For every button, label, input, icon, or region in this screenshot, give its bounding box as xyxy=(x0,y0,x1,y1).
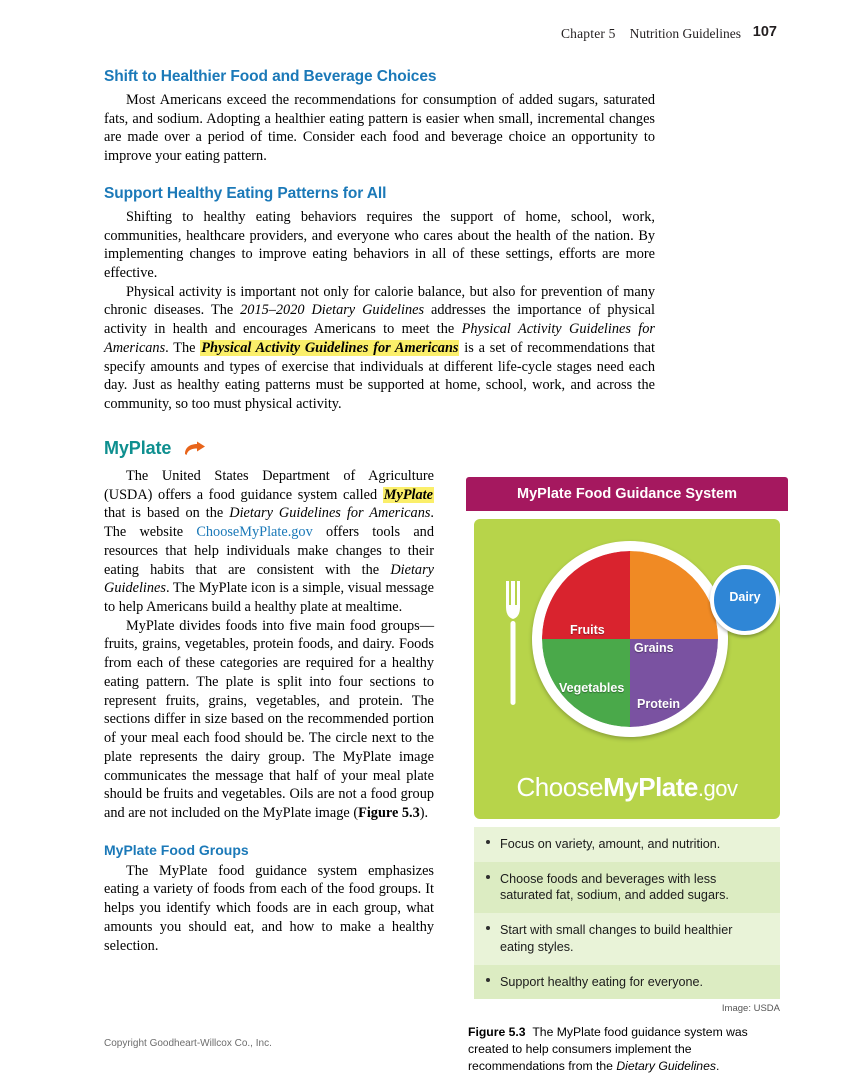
heading-myplate-food-groups: MyPlate Food Groups xyxy=(104,841,249,858)
heading-myplate-text: MyPlate xyxy=(104,438,172,458)
running-head-title: Nutrition Guidelines xyxy=(629,26,741,41)
pa-text-a: Physical activity is important not only for calorie balance, but also for prevention of many chronic diseases. The xyxy=(104,283,655,319)
pa-italic-1: 2015–2020 Dietary Guidelines xyxy=(240,302,425,319)
bullet-dot-icon xyxy=(486,978,490,982)
label-fruits: Fruits xyxy=(570,623,605,637)
bullet-text: Start with small changes to build healthier eating styles. xyxy=(500,923,733,954)
pa-italic-2: Physical Activity Guidelines for Americans xyxy=(104,321,655,356)
figure-caption-text-a: The MyPlate food guidance system was created to help consumers implement the recommendations from the xyxy=(468,1025,748,1073)
mp2-b: ). xyxy=(419,804,429,821)
top-text-block xyxy=(104,68,655,414)
left-column xyxy=(104,438,434,955)
page-number: 107 xyxy=(752,24,777,40)
mp1-d: offers tools and resources that help individuals make changes to their eating habits that are consistent with the xyxy=(104,524,434,578)
heading-myplate xyxy=(104,438,434,462)
plate-graphic xyxy=(532,541,728,737)
paragraph-shift-to-healthier: Most Americans exceed the recommendations for consumption of added sugars, saturated fats, and sodium. Adopting a healthier eating pattern is easier when small, incremental changes are made over a period of time. Consider each food and beverage choice an opportunity to improve your eating pattern. xyxy=(104,92,655,165)
figure-bullet-list xyxy=(474,827,780,999)
label-grains: Grains xyxy=(634,641,674,655)
plate-section-grains xyxy=(630,551,718,639)
mp1-a: The United States Department of Agriculture (USDA) offers a food guidance system called xyxy=(104,468,434,503)
wordmark-myplate: MyPlate xyxy=(603,772,698,802)
dairy-circle xyxy=(710,565,780,635)
bullet-text: Focus on variety, amount, and nutrition. xyxy=(500,837,721,851)
figure-caption-italic: Dietary Guidelines xyxy=(616,1058,716,1073)
copyright-notice: Copyright Goodheart-Willcox Co., Inc. xyxy=(104,1038,272,1049)
pa-text-c: . The xyxy=(165,339,201,356)
paragraph-support-healthy-eating-1: Shifting to healthy eating behaviors requires the support of home, school, work, communities, healthcare providers, and everyone who cares about the health of the nation. By implementing changes to improve eating behaviors in all of these settings, efforts are more effective. xyxy=(104,208,655,282)
mp2-a: MyPlate divides foods into five main food groups—fruits, grains, vegetables, protein foods, and dairy. Foods from each of these categories are required for a healthy eating pattern. The plate is split into four sections to represent fruits, grains, vegetables, and protein. The sections differ in size based on the recommended portion of your meal each food should be. The circle next to the plate represents the dairy group. The MyPlate image communicates the message that half of your meal plate should be fruits and vegetables. Oils are not a food group and are not included on the MyPlate image ( xyxy=(104,617,434,821)
figure-5-3 xyxy=(466,477,788,1074)
bullet-dot-icon xyxy=(486,840,490,844)
bullet-dot-icon xyxy=(486,875,490,879)
paragraph-myplate-1 xyxy=(104,467,434,617)
plate-sections xyxy=(542,551,718,727)
link-choosemyplate[interactable]: ChooseMyPlate.gov xyxy=(196,524,313,541)
wordmark-choose: Choose xyxy=(516,772,604,802)
wordmark-gov: .gov xyxy=(697,776,738,801)
figure-artwork-wrapper xyxy=(466,519,788,827)
list-item xyxy=(474,862,780,913)
myplate-illustration xyxy=(474,519,780,819)
figure-caption-text-b: . xyxy=(715,1058,720,1073)
heading-shift-to-healthier: Shift to Healthier Food and Beverage Choices xyxy=(104,68,437,85)
heading-support-healthy-eating: Support Healthy Eating Patterns for All xyxy=(104,184,387,202)
label-dairy: Dairy xyxy=(729,590,761,604)
external-link-arrow-icon[interactable] xyxy=(184,441,206,462)
key-term-physical-activity-guidelines: Physical Activity Guidelines for Americans xyxy=(201,339,459,356)
label-vegetables: Vegetables xyxy=(559,681,625,695)
mp1-b: that is based on the xyxy=(104,505,230,522)
figure-caption-number: Figure 5.3 xyxy=(468,1025,526,1040)
bullet-text: Choose foods and beverages with less saturated fat, sodium, and added sugars. xyxy=(500,871,729,903)
label-protein: Protein xyxy=(637,697,681,711)
list-item xyxy=(474,913,780,964)
bullet-text: Support healthy eating for everyone. xyxy=(500,974,704,989)
paragraph-myplate-food-groups: The MyPlate food guidance system emphasizes eating a variety of foods from each of the food groups. It helps you identify which foods are in each group, what amounts you should eat, and how to make a healthy selection. xyxy=(104,862,434,954)
image-credit: Image: USDA xyxy=(721,1003,780,1015)
mp1-italic-1: Dietary Guidelines for Americans xyxy=(229,505,431,522)
mp1-italic-2: Dietary Guidelines xyxy=(104,561,434,597)
figure-title-bar: MyPlate Food Guidance System xyxy=(466,477,788,511)
mp1-c: . The website xyxy=(104,505,434,541)
list-item xyxy=(474,827,780,862)
pa-text-b: addresses the importance of physical activity in health and encourages Americans to meet the xyxy=(104,302,655,338)
figure-reference: Figure 5.3 xyxy=(358,804,420,821)
choosemyplate-wordmark xyxy=(474,772,780,803)
running-head-chapter: Chapter 5 xyxy=(560,26,616,41)
bullet-dot-icon xyxy=(486,926,490,930)
running-head xyxy=(561,26,741,42)
list-item xyxy=(474,965,780,1000)
key-term-myplate: MyPlate xyxy=(383,486,433,503)
fork-icon xyxy=(504,581,520,701)
paragraph-support-healthy-eating-2 xyxy=(104,283,655,414)
mp1-e: . The MyPlate icon is a simple, visual message to help Americans build a healthy plate at mealtime. xyxy=(104,580,434,616)
figure-caption xyxy=(466,1024,788,1074)
pa-text-d: is a set of recommendations that specify amounts and types of exercise that individuals at different life-cycle stages need each day. Just as healthy eating patterns must be supported at home, school, work, and across the community, so too must physical activity. xyxy=(104,339,655,413)
paragraph-myplate-2 xyxy=(104,617,434,823)
